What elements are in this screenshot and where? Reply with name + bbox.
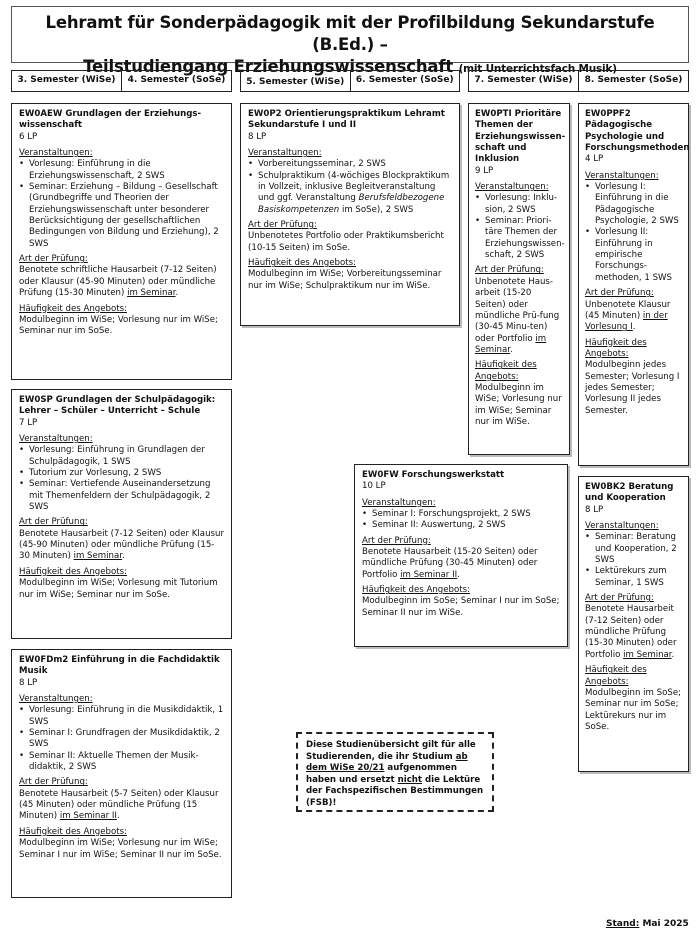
frequency-text: Modulbeginn im WiSe; Vorlesung mit Tutorium nur im WiSe; Seminar nur im SoSe.: [19, 578, 218, 600]
module-title: EW0PPF2 Pädagogische Psychologie und Forschungsmethoden: [585, 109, 690, 154]
section-pruefung: Art der Prüfung:: [475, 265, 544, 276]
exam-text: Benotete Hausarbeit (7-12 Seiten) oder mündliche Prüfung (15-30 Minuten) oder Portfolio im Seminar.: [585, 604, 677, 660]
module-title: EW0P2 Orientierungspraktikum Lehramt Sekundarstufe I und II: [248, 109, 445, 131]
frequency-text: Modulbeginn im WiSe; Vorlesung nur im WiSe; Seminar nur im WiSe.: [475, 382, 562, 427]
section-haeufigkeit: Häufigkeit des Angebots:: [19, 566, 127, 577]
section-haeufigkeit: Häufigkeit des Angebots:: [19, 303, 127, 314]
semester-3: 3. Semester (WiSe): [17, 75, 116, 86]
semester-header-7-8: [468, 70, 689, 92]
module-ew0bk2: [578, 476, 689, 772]
module-ew0ppf2: [578, 103, 689, 466]
semester-7: 7. Semester (WiSe): [474, 75, 573, 86]
list-item: • Seminar: Vertiefende Auseinandersetzung mit Themenfeldern der Schulpädagogik, 2 SWS: [19, 479, 224, 513]
list-item: • Seminar: Priori-täre Themen der Erziehungswissen-schaft, 2 SWS: [475, 216, 563, 261]
section-veranstaltungen: Veranstaltungen:: [585, 170, 659, 181]
module-title: EW0FW Forschungswerkstatt: [362, 470, 505, 480]
module-lp: 8 LP: [585, 504, 604, 515]
exam-text: Benotete schriftliche Hausarbeit (7-12 Seiten) oder Klausur (45-90 Minuten) oder mündliche Prüfung (15-30 Minuten) im Seminar.: [19, 265, 217, 299]
section-haeufigkeit: Häufigkeit des Angebots:: [362, 585, 470, 596]
section-haeufigkeit: Häufigkeit des Angebots:: [585, 665, 647, 687]
section-pruefung: Art der Prüfung:: [362, 535, 431, 546]
section-veranstaltungen: Veranstaltungen:: [248, 148, 322, 159]
module-ew0fdm2: [11, 649, 232, 898]
module-title: EW0BK2 Beratung und Kooperation: [585, 482, 674, 504]
document-title: [11, 6, 689, 76]
semester-header-3-4: [11, 70, 232, 92]
module-ew0sp: [11, 389, 232, 639]
section-veranstaltungen: Veranstaltungen:: [475, 182, 549, 193]
course-list: [475, 193, 563, 261]
semester-6: 6. Semester (SoSe): [350, 71, 460, 91]
frequency-text: Modulbeginn im WiSe; Vorlesung nur im WiSe; Seminar nur im SoSe.: [19, 314, 218, 337]
module-lp: 7 LP: [19, 417, 38, 428]
module-title: EW0AEW Grundlagen der Erziehungs-wissenschaft: [19, 109, 202, 131]
exam-text: Benotete Hausarbeit (15-20 Seiten) oder mündliche Prüfung (30-45 Minuten) oder Portfolio im Seminar II.: [362, 547, 538, 580]
course-list: [362, 509, 560, 532]
list-item: • Seminar: Erziehung – Bildung – Gesellschaft (Grundbegriffe und Theorien der Erziehungswissenschaft unter besonderer Berücksichtigung der gesellschaftlichen Bedingungen von Bildung und Erziehung), 2 SWS: [19, 182, 224, 250]
module-title: EW0PTI Prioritäre Themen der Erziehungswissen-schaft und Inklusion: [475, 109, 566, 165]
list-item: • Vorbereitungsseminar, 2 SWS: [248, 159, 452, 170]
title-line-2: Teilstudiengang Erziehungswissenschaft (mit Unterrichtsfach Musik): [83, 56, 617, 76]
section-haeufigkeit: Häufigkeit des Angebots:: [475, 360, 537, 382]
semester-4: 4. Semester (SoSe): [121, 71, 231, 91]
frequency-text: Modulbeginn jedes Semester; Vorlesung I jedes Semester; Vorlesung II jedes Semester.: [585, 360, 680, 416]
course-list: [19, 445, 224, 513]
course-list: [585, 532, 682, 589]
list-item: • Schulpraktikum (4-wöchiges Blockpraktikum in Vollzeit, inklusive Begleitveranstaltung und ggf. Veranstaltung Berufsfeldbezogene Basiskompetenzen im SoSe), 2 SWS: [248, 171, 452, 216]
list-item: • Vorlesung II: Einführung in empirische Forschungs-methoden, 1 SWS: [585, 227, 682, 284]
section-pruefung: Art der Prüfung:: [19, 254, 88, 265]
semester-header-5-6: [240, 70, 460, 92]
exam-text: Unbenotete Klausur (45 Minuten) in der Vorlesung I.: [585, 299, 671, 333]
section-pruefung: Art der Prüfung:: [19, 517, 88, 528]
section-veranstaltungen: Veranstaltungen:: [585, 521, 659, 532]
list-item: • Seminar I: Grundfragen der Musikdidaktik, 2 SWS: [19, 728, 224, 751]
frequency-text: Modulbeginn im SoSe; Seminar nur im SoSe; Lektürekurs nur im SoSe.: [585, 687, 682, 732]
section-veranstaltungen: Veranstaltungen:: [19, 694, 93, 705]
module-lp: 8 LP: [19, 677, 38, 688]
list-item: • Vorlesung I: Einführung in die Pädagogische Psychologie, 2 SWS: [585, 182, 682, 227]
section-pruefung: Art der Prüfung:: [19, 777, 88, 788]
course-list: [19, 159, 224, 250]
module-ew0fw: [354, 464, 568, 647]
exam-text: Benotete Hausarbeit (7-12 Seiten) oder Klausur (45-90 Minuten) oder mündliche Prüfung (15-30 Minuten) im Seminar.: [19, 528, 224, 562]
exam-text: Benotete Hausarbeit (5-7 Seiten) oder Klausur (45 Minuten) oder mündliche Prüfung (15 Minuten) im Seminar II.: [19, 788, 219, 822]
frequency-text: Modulbeginn im SoSe; Seminar I nur im SoSe; Seminar II nur im WiSe.: [362, 596, 560, 618]
list-item: • Seminar II: Aktuelle Themen der Musik-didaktik, 2 SWS: [19, 751, 224, 774]
stand-date: Stand: Mai 2025: [606, 919, 689, 929]
section-veranstaltungen: Veranstaltungen:: [362, 497, 436, 508]
semester-8: 8. Semester (SoSe): [578, 71, 688, 91]
list-item: • Lektürekurs zum Seminar, 1 SWS: [585, 566, 682, 589]
section-pruefung: Art der Prüfung:: [248, 220, 317, 231]
module-lp: 10 LP: [362, 481, 386, 492]
list-item: • Vorlesung: Einführung in die Erziehungswissenschaft, 2 SWS: [19, 159, 224, 182]
list-item: • Tutorium zur Vorlesung, 2 SWS: [19, 468, 224, 479]
frequency-text: Modulbeginn im WiSe; Vorlesung nur im WiSe; Seminar I nur im WiSe; Seminar II nur im SoSe.: [19, 838, 222, 860]
section-haeufigkeit: Häufigkeit des Angebots:: [585, 337, 647, 359]
module-title: EW0FDm2 Einführung in die Fachdidaktik Musik: [19, 655, 220, 677]
semester-5: 5. Semester (WiSe): [246, 76, 345, 87]
section-pruefung: Art der Prüfung:: [585, 288, 654, 299]
frequency-text: Modulbeginn im WiSe; Vorbereitungsseminar nur im WiSe; Schulpraktikum nur im WiSe.: [248, 269, 442, 291]
module-ew0aew: [11, 103, 232, 380]
module-lp: 4 LP: [585, 154, 604, 165]
module-ew0pti: [468, 103, 570, 455]
module-lp: 8 LP: [248, 131, 267, 142]
course-list: [248, 159, 452, 216]
exam-text: Unbenotete Haus-arbeit (15-20 Seiten) oder mündliche Prü-fung (30-45 Minu-ten) oder Portfolio im Seminar.: [475, 276, 560, 355]
course-list: [19, 705, 224, 773]
list-item: • Vorlesung: Inklu-sion, 2 SWS: [475, 193, 563, 216]
course-list: [585, 182, 682, 284]
list-item: • Vorlesung: Einführung in die Musikdidaktik, 1 SWS: [19, 705, 224, 728]
section-pruefung: Art der Prüfung:: [585, 593, 654, 604]
title-line-1: Lehramt für Sonderpädagogik mit der Profilbildung Sekundarstufe (B.Ed.) –: [45, 13, 655, 54]
module-lp: 6 LP: [19, 131, 38, 142]
module-ew0p2: [240, 103, 460, 326]
exam-text: Unbenotetes Portfolio oder Praktikumsbericht (10-15 Seiten) im SoSe.: [248, 231, 444, 253]
title-suffix: (mit Unterrichtsfach Musik): [458, 62, 617, 75]
validity-note: Diese Studienübersicht gilt für alle Studierenden, die ihr Studium ab dem WiSe 20/21 aufgenommen haben und ersetzt nicht die Lektüre der Fachspezifischen Bestimmungen (FSB)!: [296, 732, 494, 812]
section-haeufigkeit: Häufigkeit des Angebots:: [19, 826, 127, 837]
section-haeufigkeit: Häufigkeit des Angebots:: [248, 258, 356, 269]
list-item: • Seminar: Beratung und Kooperation, 2 SWS: [585, 532, 682, 566]
module-lp: 9 LP: [475, 165, 494, 176]
list-item: • Seminar II: Auswertung, 2 SWS: [362, 520, 560, 531]
list-item: • Seminar I: Forschungsprojekt, 2 SWS: [362, 509, 560, 520]
module-title: EW0SP Grundlagen der Schulpädagogik: Lehrer – Schüler – Unterricht – Schule: [19, 395, 216, 417]
section-veranstaltungen: Veranstaltungen:: [19, 148, 93, 159]
list-item: • Vorlesung: Einführung in Grundlagen der Schulpädagogik, 1 SWS: [19, 445, 224, 468]
section-veranstaltungen: Veranstaltungen:: [19, 434, 93, 445]
